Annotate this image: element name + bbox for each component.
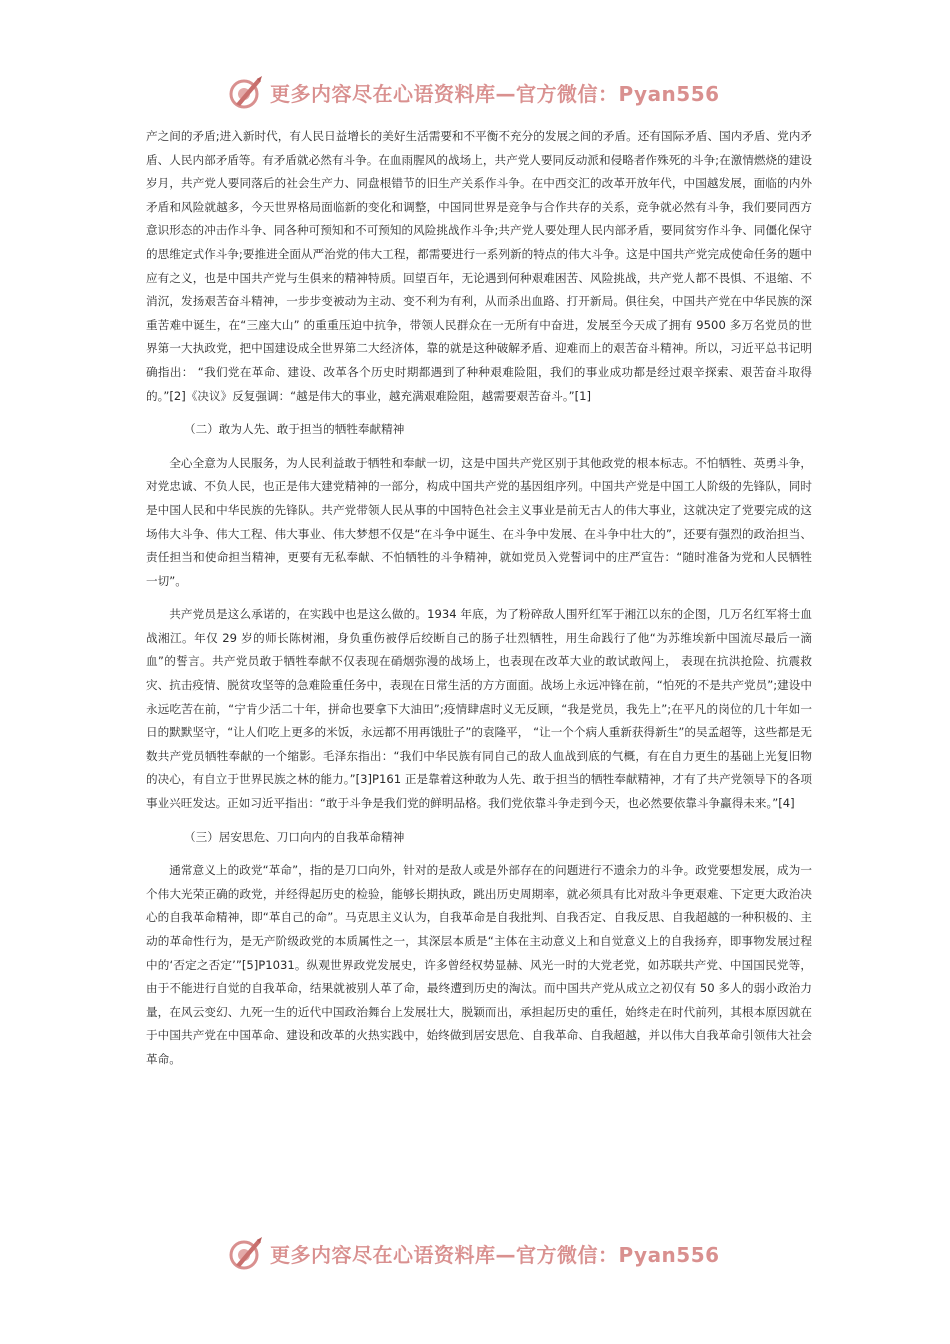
document-body (146, 125, 812, 1072)
footer-text: 更多内容尽在心语资料库—官方微信：Pyan556 (270, 1242, 720, 1267)
quill-logo-icon (228, 74, 264, 110)
paragraph-struggle: 产之间的矛盾;进入新时代，有人民日益增长的美好生活需要和不平衡不充分的发展之间的矛盾。还有国际矛盾、国内矛盾、党内矛盾、人民内部矛盾等。有矛盾就必然有斗争。在血雨腥风的战场上，共产党人要同反动派和侵略者作殊死的斗争;在激情燃烧的建设岁月，共产党人要同落后的社会生产力、同盘根错节的旧生产关系作斗争。在中西交汇的改革开放年代，中国越发展，面临的内外矛盾和风险就越多，今天世界格局面临新的变化和调整，中国同世界是竞争与合作共存的关系，竞争就必然有斗争，我们要同西方意识形态的冲击作斗争、同各种可预知和不可预知的风险挑战作斗争;共产党人要处理人民内部矛盾，要同贫穷作斗争、同僵化保守的思维定式作斗争;要推进全面从严治党的伟大工程，都需要进行一系列新的特点的伟大斗争。这是中国共产党完成使命任务的题中应有之义，也是中国共产党与生俱来的精神特质。回望百年，无论遇到何种艰难困苦、风险挑战，共产党人都不畏惧、不退缩、不消沉，发扬艰苦奋斗精神，一步步变被动为主动、变不利为有利，从而杀出血路、打开新局。俱往矣，中国共产党在中华民族的深重苦难中诞生，在“三座大山” 的重重压迫中抗争，带领人民群众在一无所有中奋进，发展至今天成了拥有 9500 多万名党员的世界第一大执政党，把中国建设成全世界第二大经济体，靠的就是这种破解矛盾、迎难而上的艰苦奋斗精神。所以，习近平总书记明确指出： “我们党在革命、建设、改革各个历史时期都遇到了种种艰难险阻，我们的事业成功都是经过艰辛探索、艰苦奋斗取得 的。”[2]《决议》反复强调：“越是伟大的事业，越充满艰难险阻，越需要艰苦奋斗。”[1] (146, 129, 812, 403)
section-heading-self-revolution: （三）居安思危、刀口向内的自我革命精神 (184, 829, 405, 844)
footer-banner (228, 1233, 720, 1273)
header-banner (228, 72, 720, 112)
section-heading-sacrifice: （二）敢为人先、敢于担当的牺牲奉献精神 (184, 422, 405, 437)
paragraph-sacrifice-examples: 共产党员是这么承诺的，在实践中也是这么做的。1934 年底，为了粉碎敌人围歼红军于湘江以东的企图，几万名红军将士血战湘江。年仅 29 岁的师长陈树湘，身负重伤被俘后绞断自己的肠子壮烈牺牲，用生命践行了他“为苏维埃新中国流尽最后一滴血”的誓言。共产党员敢于牺牲奉献不仅表现在硝烟弥漫的战场上，也表现在改革大业的敢试敢闯上， 表现在抗洪抢险、抗震救灾、抗击疫情、脱贫攻坚等的急难险重任务中，表现在日常生活的方方面面。战场上永远冲锋在前，“怕死的不是共产党员”;建设中永远吃苦在前，“宁肯少活二十年，拼命也要拿下大油田”;疫情肆虐时义无反顾，“我是党员，我先上”;在平凡的岗位的几十年如一日的默默坚守，“让人们吃上更多的米饭，永远都不用再饿肚子”的袁隆平， “让一个个病人重新获得新生”的吴孟超等，这些都是无数共产党员牺牲奉献的一个缩影。毛泽东指出：“我们中华民族有同自己的敌人血战到底的气概，有在自力更生的基础上光复旧物的决心，有自立于世界民族之林的能力。”[3]P161 正是靠着这种敢为人先、敢于担当的牺牲奉献精神，才有了共产党领导下的各项事业兴旺发达。正如习近平指出：“敢于斗争是我们党的鲜明品格。我们党依靠斗争走到今天，也必然要依靠斗争赢得未来。”[4] (146, 607, 812, 811)
paragraph-sacrifice-intro: 全心全意为人民服务，为人民利益敢于牺牲和奉献一切，这是中国共产党区别于其他政党的根本标志。不怕牺牲、英勇斗争，对党忠诚、不负人民，也正是伟大建党精神的一部分，构成中国共产党的基因组序列。中国共产党是中国工人阶级的先锋队，同时是中国人民和中华民族的先锋队。共产党带领人民从事的中国特色社会主义事业是前无古人的伟大事业，这就决定了党要完成的这场伟大斗争、伟大工程、伟大事业、伟大梦想不仅是“在斗争中诞生、在斗争中发展、在斗争中壮大的”，还要有强烈的政治担当、责任担当和使命担当精神，更要有无私奉献、不怕牺牲的斗争精神，就如党员入党誓词中的庄严宣告：“随时准备为党和人民牺牲一切”。 (146, 455, 812, 588)
header-text: 更多内容尽在心语资料库—官方微信：Pyan556 (270, 81, 720, 106)
paragraph-self-revolution: 通常意义上的政党“革命”，指的是刀口向外，针对的是敌人或是外部存在的问题进行不遗余力的斗争。政党要想发展，成为一个伟大光荣正确的政党，并经得起历史的检验，能够长期执政，跳出历史周期率，就必须具有比对敌斗争更艰难、下定更大政治决心的自我革命精神，即“革自己的命”。马克思主义认为，自我革命是自我批判、自我否定、自我反思、自我超越的一种积极的、主动的革命性行为，是无产阶级政党的本质属性之一，其深层本质是“主体在主动意义上和自觉意义上的自我扬弃，即事物发展过程中的‘否定之否定’”[5]P1031。纵观世界政党发展史，许多曾经权势显赫、风光一时的大党老党，如苏联共产党、中国国民党等，由于不能进行自觉的自我革命，结果就被别人革了命，最终遭到历史的淘汰。而中国共产党从成立之初仅有 50 多人的弱小政治力量，在风云变幻、九死一生的近代中国政治舞台上发展壮大，脱颖而出，承担起历史的重任，始终走在时代前列，其根本原因就在于中国共产党在中国革命、建设和改革的火热实践中，始终做到居安思危、自我革命、自我超越，并以伟大自我革命引领伟大社会革命。 (146, 863, 812, 1066)
quill-logo-icon (228, 1235, 264, 1271)
